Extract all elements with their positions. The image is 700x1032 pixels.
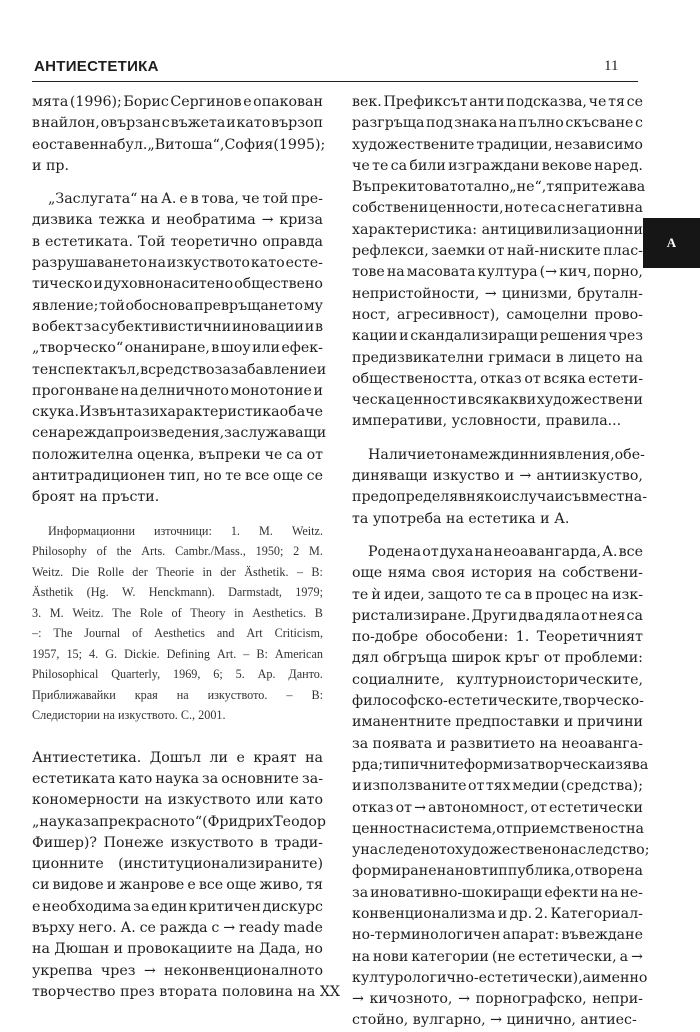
thumb-index-tab: А <box>643 218 700 268</box>
text-line: Въпреки това тотално „не“, тя притежава <box>352 179 646 196</box>
text-line: „наука за прекрасното“ (Фридрих Теодор <box>32 813 326 830</box>
text-line: прогонване на делничното монотоние и <box>32 382 323 399</box>
left-column <box>32 92 341 1003</box>
text-line: кономерности на изкуството или като <box>32 792 323 809</box>
text-line: в естетиката. Той теоретично оправда <box>32 233 323 250</box>
text-line: естетиката като наука за основните за- <box>32 770 323 787</box>
text-line: тен спектакъл, в средство за забавление и <box>32 361 327 378</box>
text-line: разрушаването на изкуството като есте- <box>32 255 323 272</box>
text-line: но-терминологичен апарат: въвеждане <box>352 927 643 944</box>
text-line: художествените традиции, независимо <box>352 136 643 153</box>
page-number: 11 <box>604 58 619 74</box>
text-line: и използваните от тях медии (средства); <box>352 778 643 795</box>
text-line: ност, агресивност), самоцелни прово- <box>352 306 643 323</box>
paragraph <box>32 92 326 177</box>
text-line: явление; той обоснова превръщането му <box>32 297 323 314</box>
text-line: предизвикателни гримаси в лицето на <box>352 349 643 366</box>
text-line: е оставен на бул. „Витоша“, София (1995); <box>32 136 326 153</box>
text-line: в обект за субективистични иновации и в <box>32 318 323 335</box>
text-line: → кичозното, → порнографско, непри- <box>352 991 643 1008</box>
text-line: за иновативно-шокиращи ефекти на не- <box>352 884 643 901</box>
text-line: Philosophical Quarterly, 1969, 6; 5. Ар. Данто. <box>32 667 323 682</box>
text-line: рефлекси, заемки от най-ниските плас- <box>352 243 643 260</box>
text-line: по-добре обособени: 1. Теоретичният <box>352 629 643 646</box>
text-line: тическо и духовнонаситено обществено <box>32 276 323 293</box>
text-line: дизвика тежка и необратима → криза <box>32 212 323 229</box>
text-line: предопределя в някои случаи съвместна- <box>352 489 648 506</box>
text-line: императиви, условности, правила... <box>352 413 622 430</box>
text-line: е необходима за един критичен дискурс <box>32 898 323 915</box>
text-line: собствени ценности, но те са с негативна <box>352 200 643 217</box>
right-column <box>352 92 650 1032</box>
text-line: рда; типичните форми за творческа изява <box>352 756 649 773</box>
text-line: върху него. А. се ражда с → ready made <box>32 920 323 937</box>
text-line: дял обгръща широк кръг от проблеми: <box>352 650 643 667</box>
text-line: та употреба на естетика и А. <box>352 510 570 527</box>
text-line: разгръща под знака на пълно скъсване с <box>352 115 643 132</box>
text-line: „Заслугата“ на А. е в това, че той пре- <box>48 191 323 208</box>
text-line: ционните (институционализираните) <box>32 856 323 873</box>
text-line: в найлон, овързан с въжета и като вързоп <box>32 115 323 132</box>
text-line: укрепва чрез → неконвенционалното <box>32 962 323 979</box>
text-line: че те са били изграждани векове наред. <box>352 157 643 174</box>
header-rule <box>32 81 638 82</box>
text-line: Антиестетика. Дошъл ли е краят на <box>32 749 323 766</box>
text-line: –: The Journal of Aesthetics and Art Criticism, <box>32 626 323 641</box>
text-line: „творческо“ онаниране, в шоу или ефек- <box>32 340 323 357</box>
text-line: обществеността, отказ от всяка естети- <box>352 370 643 387</box>
text-line: положителна оценка, въпреки че са от <box>32 446 323 463</box>
text-line: ристализиране. Други два дяла от нея са <box>352 607 643 624</box>
paragraph <box>352 445 648 530</box>
text-line: още няма своя история на собствени- <box>352 565 643 582</box>
text-line: Родена от духа на неоавангарда, А. все <box>368 543 643 560</box>
text-line: си видове и жанрове е все още живо, тя <box>32 877 323 894</box>
text-line: стойно, вулгарно, → цинично, антиес- <box>352 1012 637 1029</box>
text-line: кации и скандализиращи решения чрез <box>352 328 643 345</box>
text-line: скука. Извън тази характеристика обаче <box>32 404 323 421</box>
text-line: социалните, културноисторическите, <box>352 671 643 688</box>
text-line: непристойности, → цинизми, бруталн- <box>352 285 643 302</box>
text-line: се нарежда произведения, заслужаващи <box>32 425 327 442</box>
text-line: ческа ценност и всякакви художествени <box>352 392 643 409</box>
paragraph <box>32 189 327 508</box>
text-line: 1957, 15; 4. G. Dickie. Defining Art. – В: American <box>32 646 323 661</box>
text-line: конвенционализма и др. 2. Категориал- <box>352 905 643 922</box>
text-line: културологично-естетически), а именно <box>352 969 648 986</box>
text-line: за появата и развитието на неоаванга- <box>352 735 643 752</box>
text-line: иманентните предпоставки и причини <box>352 714 643 731</box>
text-line: Следистории на изкуството. С., 2001. <box>32 708 226 723</box>
text-line: характеристика: антицивилизационни <box>352 221 643 238</box>
text-line: на нови категории (не естетически, а → <box>352 948 643 965</box>
text-line: те ѝ идеи, защото те са в процес на изк- <box>352 586 643 603</box>
text-line: Фишер)? Понеже изкуството в тради- <box>32 834 323 851</box>
text-line: унаследеното художествено наследство; <box>352 842 650 859</box>
text-line: мята (1996); Борис Сергинов е опакован <box>32 94 323 110</box>
text-line: век. Префиксът анти подсказва, че тя се <box>352 94 643 110</box>
paragraph <box>352 92 646 433</box>
text-line: 3. M. Weitz. The Role of Theory in Aesthetics. В <box>32 605 323 620</box>
entry-paragraph <box>32 748 341 1004</box>
text-line: формиране на нов тип публика, отворена <box>352 863 643 880</box>
running-head-title: АНТИЕСТЕТИКА <box>34 58 159 75</box>
paragraph <box>352 542 650 1032</box>
text-line: философско-естетическите, творческо- <box>352 693 644 710</box>
text-line: антитрадиционен тип, но те все още се <box>32 468 323 485</box>
text-line: диняващи изкуство и → антиизкуство, <box>352 468 643 485</box>
text-line: Ästhetik (Hg. W. Henckmann). Darmstadt, 1979; <box>32 585 323 600</box>
text-line: Weitz. Die Rolle der Theorie in der Ästhetik. – В: <box>32 564 323 579</box>
text-line: броят на пръсти. <box>32 489 160 506</box>
text-line: ценностна система, от приемственост на <box>352 820 645 837</box>
text-line: Philosophy of the Arts. Cambr./Mass., 1950; 2 M. <box>32 544 323 559</box>
text-line: Информационни източници: 1. M. Weitz. <box>48 523 323 538</box>
text-line: на Дюшан и провокациите на Дада, но <box>32 941 323 958</box>
text-line: и пр. <box>32 157 70 174</box>
text-line: тове на масовата култура (→ кич, порно, <box>352 264 643 281</box>
text-line: творчество през втората половина на XX <box>32 983 341 1000</box>
sources-block <box>32 521 323 726</box>
text-line: Наличието на междинни явления, обе- <box>368 446 645 463</box>
text-line: Приближавайки края на изкуството. – В: <box>32 687 323 702</box>
text-line: отказ от → автономност, от естетически <box>352 799 643 816</box>
